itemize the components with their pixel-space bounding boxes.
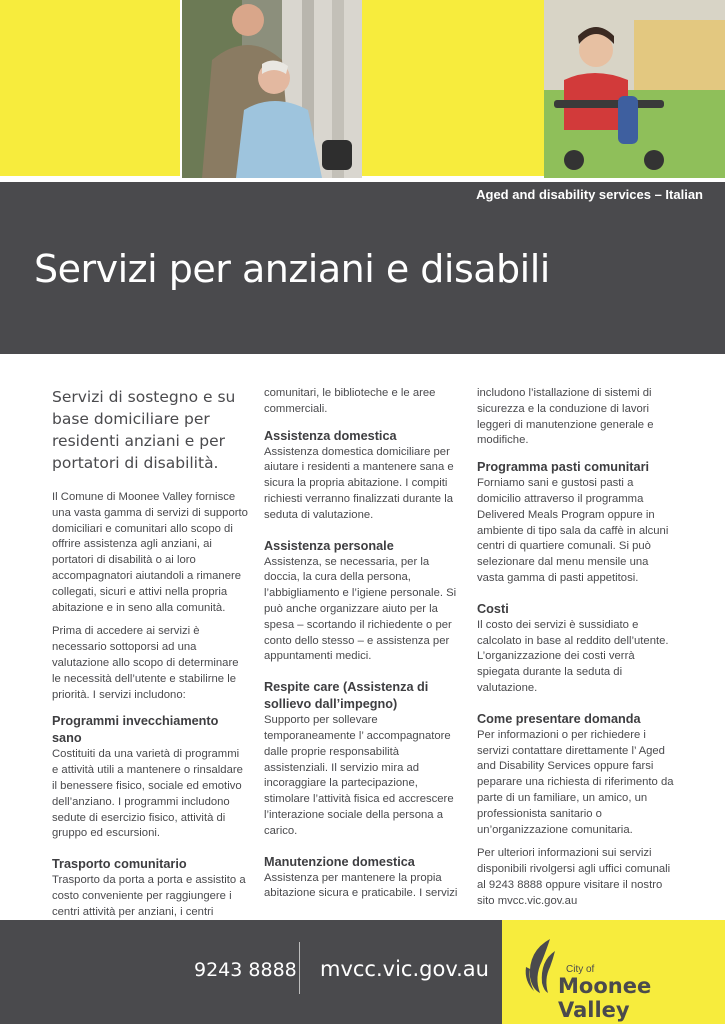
- page-title: Servizi per anziani e disabili: [34, 247, 550, 291]
- paragraph: Forniamo sani e gustosi pasti a domicilio attraverso il programma Delivered Meals Program oppure in ambiente di tipo sala da caffè in alcuni centri di quartiere comunali. Si può selezionare dal menu mensile una vasta gamma di pasti appetitosi.: [477, 477, 669, 584]
- paragraph: Per ulteriori informazioni sui servizi disponibili rivolgersi agli uffici comunali al 9243 8888 oppure visitare il nostro sito mvcc.vic.gov.au: [477, 847, 671, 907]
- logo-moonee-valley: Moonee Valley: [558, 974, 652, 1022]
- paragraph: Assistenza, se necessaria, per la doccia, la cura della persona, l’abbigliamento e l’igiene personale. Si può anche organizzare aiuto per la spesa – scortando il richiedente o per conto dello stesso – e assistenza per appuntamenti medici.: [264, 555, 457, 663]
- section-heading: Programmi invecchiamento sano: [52, 714, 219, 746]
- paragraph: Costituiti da una varietà di programmi e attività utili a mantenere o rinsaldare il benessere fisico, sociale ed emotivo dell’anziano. I programmi includono sedute di esercizio fisico, attività di gruppo ed escursioni.: [52, 748, 243, 840]
- column-2: [264, 386, 462, 910]
- top-yellow-middle: [362, 0, 544, 176]
- logo-city-of: City of: [566, 964, 595, 975]
- footer-website-link[interactable]: mvcc.vic.gov.au: [320, 957, 489, 981]
- section-heading: Trasporto comunitario: [52, 857, 187, 872]
- top-yellow-left: [0, 0, 180, 176]
- section-heading: Costi: [477, 601, 509, 616]
- leaf-icon: [522, 937, 558, 995]
- photo-child-walker: [544, 0, 725, 178]
- paragraph: Il costo dei servizi è sussidiato e calcolato in base al reddito dell’utente. L’organizzazione dei costi verrà spiegata durante la seduta di valutazione.: [477, 618, 669, 694]
- paragraph: Trasporto da porta a porta e assistito a costo conveniente per raggiungere i centri attività per anziani, i centri: [52, 874, 246, 918]
- footer-phone: 9243 8888: [194, 959, 297, 981]
- paragraph: comunitari, le biblioteche e le aree commerciali.: [264, 387, 436, 415]
- section-heading: Assistenza personale: [264, 538, 394, 553]
- paragraph: Assistenza per mantenere la propia abitazione sicura e praticabile. I servizi: [264, 871, 458, 900]
- column-3: [477, 386, 677, 918]
- photo-elderly-couple: [182, 0, 362, 178]
- section-heading: Come presentare domanda: [477, 711, 641, 726]
- paragraph: Supporto per sollevare temporaneamente l’ accompagnatore dalle proprie responsabilità assistenziali. Il servizio mira ad incoraggiare la partecipazione, stimolare l’attività fisica ed accrescere l’interazione sociale della persona a carico.: [264, 714, 454, 837]
- document-tagline: Aged and disability services – Italian: [476, 187, 703, 202]
- paragraph: Prima di accedere ai servizi è necessario sottoporsi ad una valutazione allo scopo di determinare le necessità dell’utente e stabilirne le priorità. I servizi includono:: [52, 625, 239, 701]
- footer-divider: [299, 942, 300, 994]
- paragraph: Assistenza domestica domiciliare per aiutare i residenti a mantenere sana e sicura la propria abitazione. I compiti richiesti verranno finalizzati durante la seduta di valutazione.: [264, 445, 454, 521]
- column-1: [52, 386, 248, 929]
- paragraph: Per informazioni o per richiedere i servizi contattare direttamente l’ Aged and Disability Services oppure farsi peparare una richiesta di riferimento da parte di un familiare, un amico, un professionista sanitario o un’organizzazione comunitaria.: [477, 728, 674, 836]
- paragraph: includono l’istallazione di sistemi di sicurezza e la conduzione di lavori leggeri di manutenzione generale e modifiche.: [477, 387, 654, 447]
- intro-text: Servizi di sostegno e su base domiciliare per residenti anziani e per portatori di disabilità.: [52, 388, 236, 472]
- section-heading: Manutenzione domestica: [264, 854, 415, 869]
- section-heading: Respite care (Assistenza di sollievo dall’impegno): [264, 680, 429, 712]
- section-heading: Programma pasti comunitari: [477, 460, 650, 475]
- paragraph: Il Comune di Moonee Valley fornisce una vasta gamma di servizi di supporto domiciliari e comunitari allo scopo di offrire assistenza agli anziani, ai portatori di disabilità o ai loro accompagnatori aiutandoli a rimanere collegati, sicuri e attivi nella propria abitazione e in seno alla comunità.: [52, 491, 248, 614]
- section-heading: Assistenza domestica: [264, 428, 397, 443]
